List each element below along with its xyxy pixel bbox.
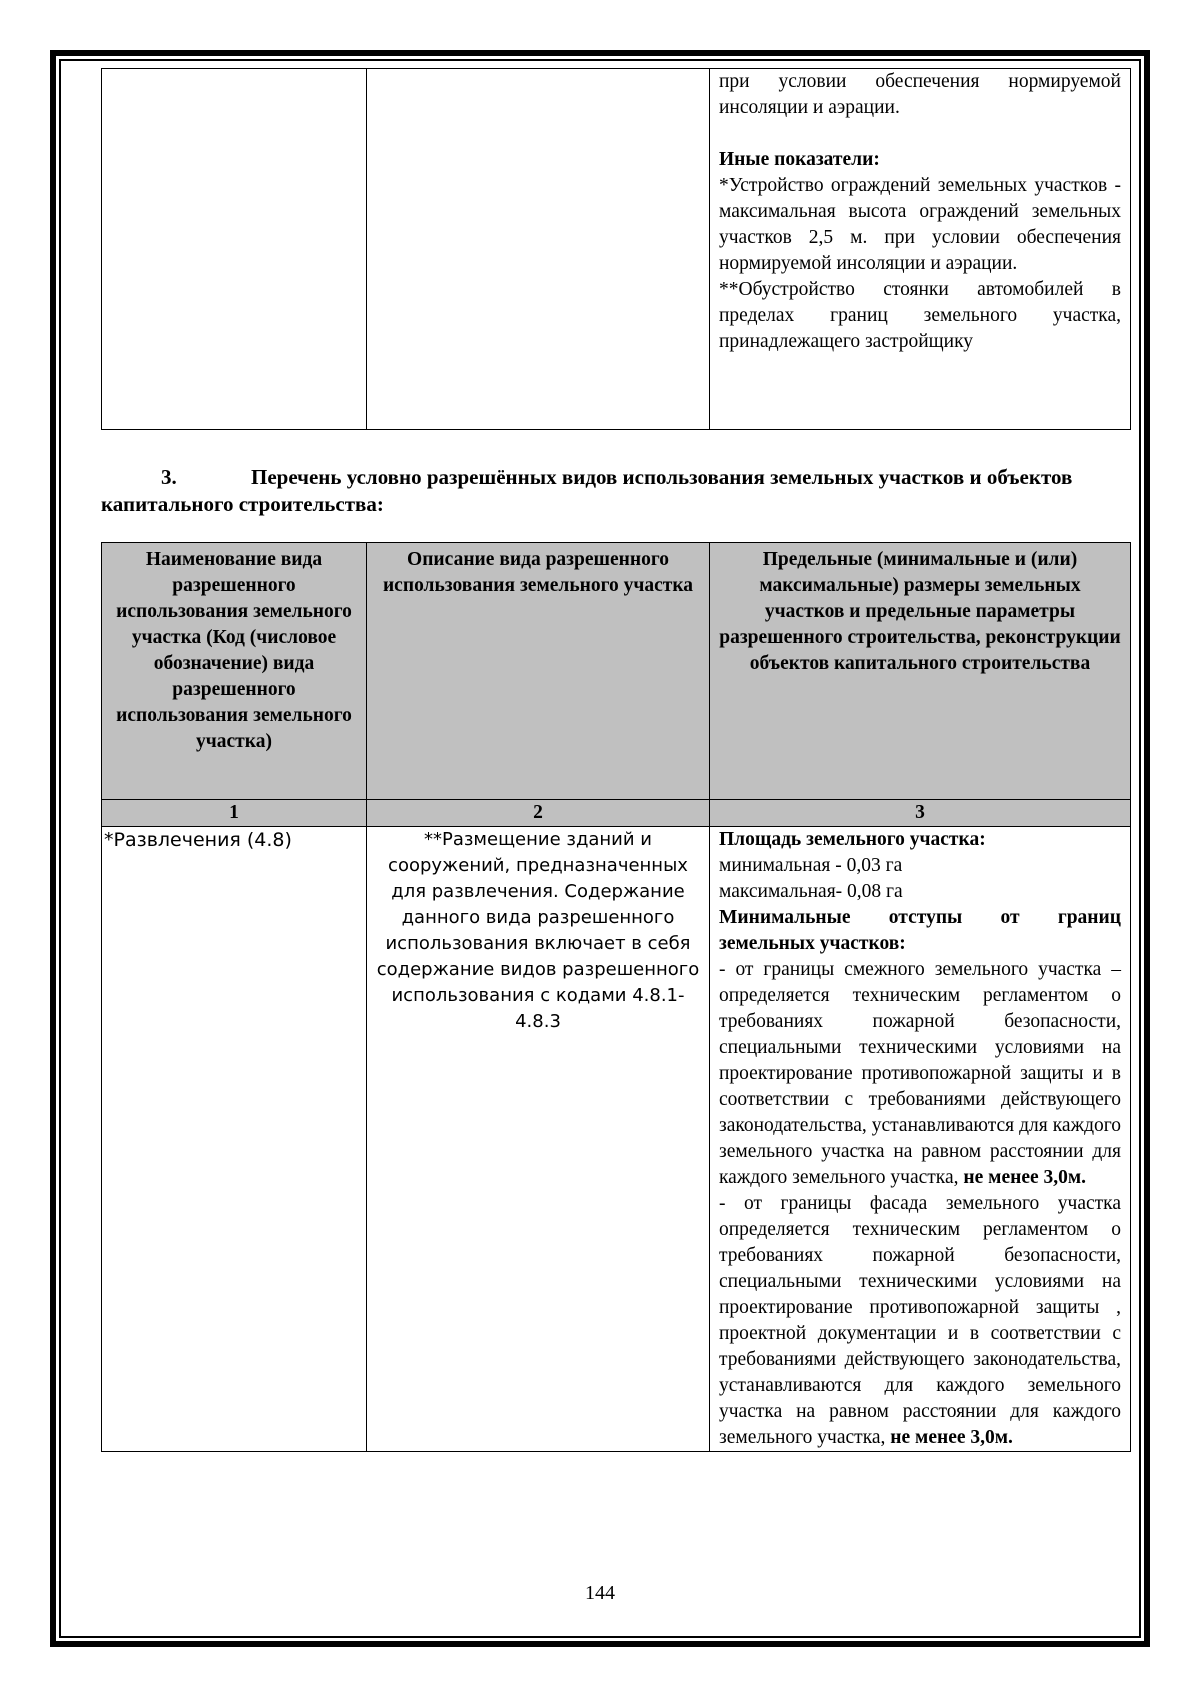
setback-heading: Минимальные отступы от границ земельных участков: bbox=[719, 907, 1121, 954]
fence-text: *Устройство ограждений земельных участков - максимальная высота ограждений земельных участков 2,5 м. при условии обеспечения нормируемой инсоляции и аэрации. bbox=[719, 175, 1121, 274]
area-heading: Площадь земельного участка: bbox=[719, 829, 986, 850]
page-number: 144 bbox=[585, 1582, 615, 1604]
conditional-use-table bbox=[101, 542, 1131, 1452]
use-description: **Размещение зданий и сооружений, предназначенных для развлечения. Содержание данного вида разрешенного использования включает в себя содержание видов разрешенного использования с кодами 4.8.1-4.8.3 bbox=[376, 829, 700, 1032]
table-cell-params bbox=[710, 69, 1131, 430]
setback-adjacent: - от границы смежного земельного участка – определяется техническим регламентом о требованиях пожарной безопасности, специальными техническими условиями на проектирование противопожарной защиты и в соответствии с требованиями действующего законодательства, устанавливаются для каждого земельного участка на равном расстоянии для каждого земельного участка, не менее 3,0м. bbox=[719, 959, 1121, 1188]
column-number: 1 bbox=[102, 800, 367, 827]
table-header-row bbox=[102, 543, 1131, 800]
use-description-cell bbox=[367, 827, 710, 1452]
column-number: 3 bbox=[710, 800, 1131, 827]
header-description: Описание вида разрешенного использования земельного участка bbox=[367, 543, 710, 800]
parking-text: **Обустройство стоянки автомобилей в пределах границ земельного участка, принадлежащего застройщику bbox=[719, 279, 1121, 352]
table-cell-empty-1 bbox=[102, 69, 367, 430]
continued-table bbox=[101, 68, 1131, 430]
header-limits: Предельные (минимальные и (или) максимальные) размеры земельных участков и предельные параметры разрешенного строительства, реконструкции объектов капитального строительства bbox=[710, 543, 1131, 800]
table-row bbox=[102, 827, 1131, 1452]
use-name: *Развлечения (4.8) bbox=[104, 829, 292, 851]
header-name: Наименование вида разрешенного использования земельного участка (Код (числовое обозначение) вида разрешенного использования земельного участка) bbox=[102, 543, 367, 800]
area-min: минимальная - 0,03 га bbox=[719, 855, 903, 876]
use-name-cell bbox=[102, 827, 367, 1452]
area-max: максимальная- 0,08 га bbox=[719, 881, 903, 902]
table-cell-empty-2 bbox=[367, 69, 710, 430]
column-number-row bbox=[102, 800, 1131, 827]
section-heading bbox=[101, 464, 1130, 518]
setback-facade: - от границы фасада земельного участка определяется техническим регламентом о требованиях пожарной безопасности, специальными техническими условиями на проектирование противопожарной защиты , проектной документации и в соответствии с требованиями действующего законодательства, устанавливаются для каждого земельного участка на равном расстоянии для каждого земельного участка, не менее 3,0м. bbox=[719, 1193, 1121, 1448]
table-row bbox=[102, 69, 1131, 430]
section-title: Перечень условно разрешённых видов использования земельных участков и объектов капитального строительства: bbox=[101, 465, 1073, 516]
other-indicators-heading: Иные показатели: bbox=[719, 149, 880, 170]
insolation-text: при условии обеспечения нормируемой инсоляции и аэрации. bbox=[719, 71, 1121, 118]
section-number: 3. bbox=[161, 465, 177, 489]
column-number: 2 bbox=[367, 800, 710, 827]
use-limits-cell bbox=[710, 827, 1131, 1452]
